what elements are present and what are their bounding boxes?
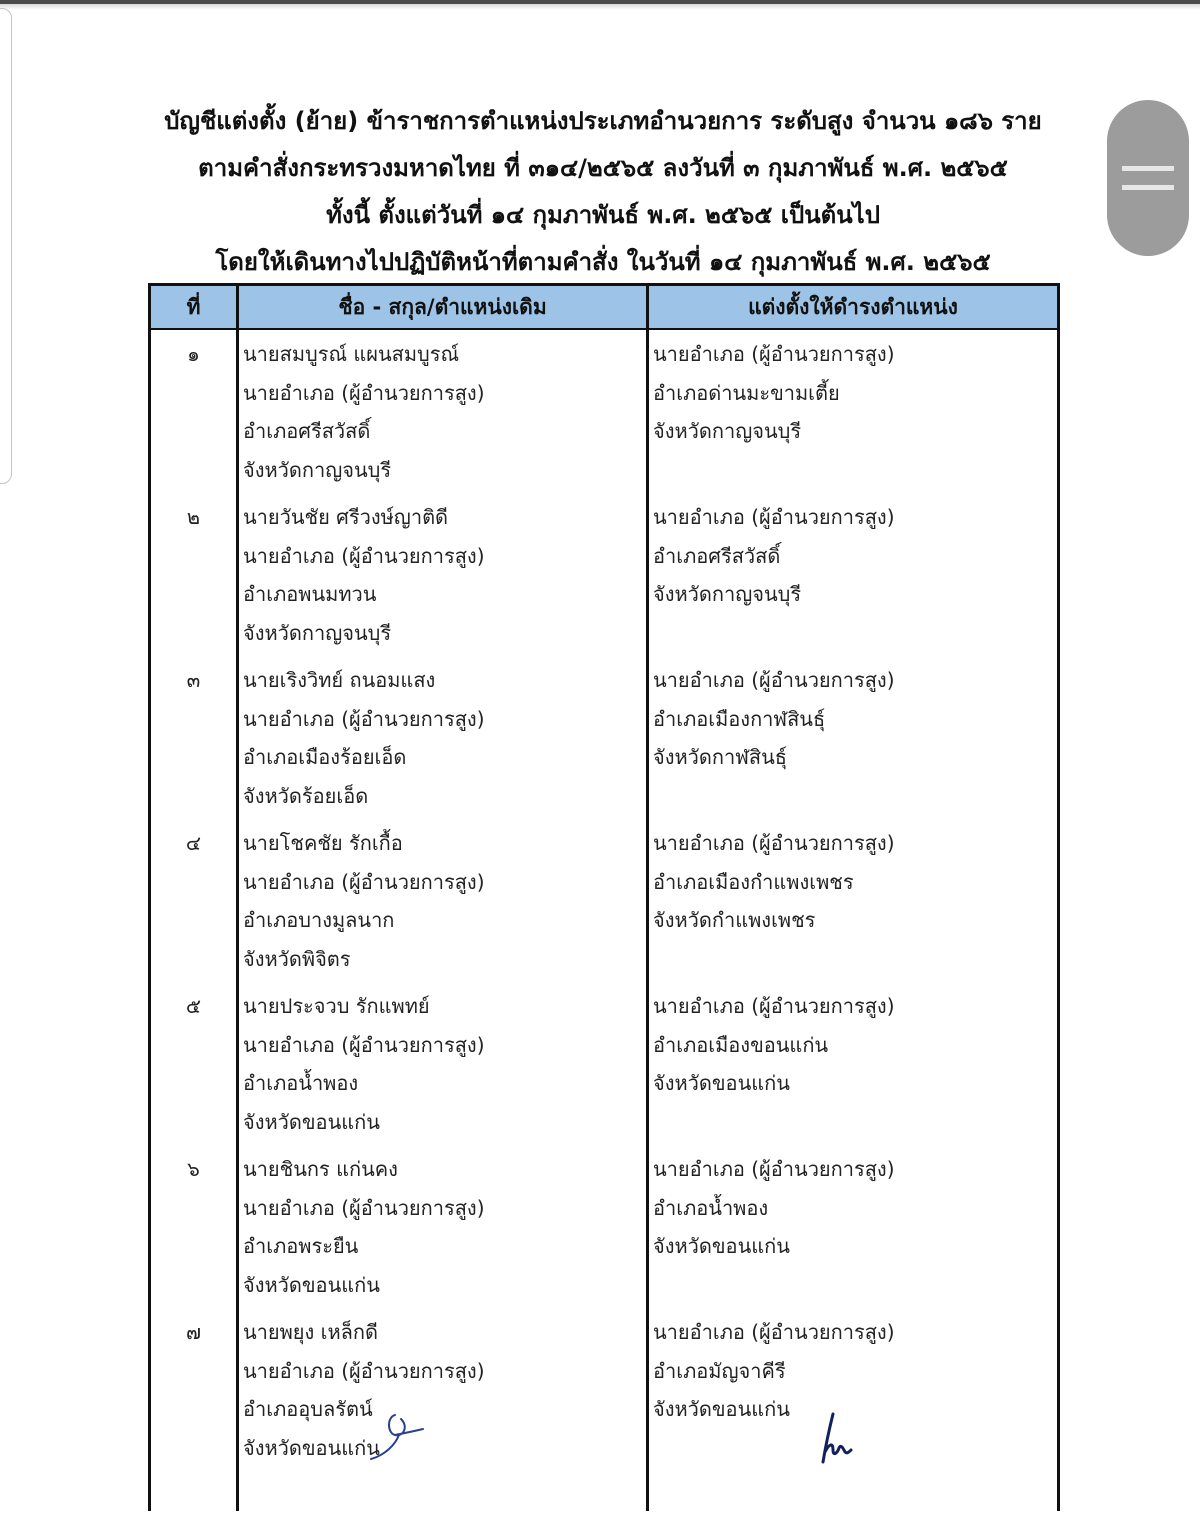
new-position-cell [648, 656, 1059, 819]
table-row [150, 1308, 1059, 1471]
column-header-number: ที่ [150, 285, 238, 330]
person-name: นายสมบูรณ์ แผนสมบูรณ์ [243, 342, 460, 366]
previous-position-cell [238, 329, 648, 493]
old-title: นายอำเภอ (ผู้อำนวยการสูง) [243, 543, 485, 568]
new-position-cell [648, 982, 1059, 1145]
table-row [150, 1145, 1059, 1308]
old-province: จังหวัดพิจิตร [243, 946, 351, 971]
old-district: อำเภอศรีสวัสดิ์ [243, 419, 371, 443]
old-district: อำเภออุบลรัตน์ [243, 1397, 373, 1421]
new-province: จังหวัดกาฬสินธุ์ [653, 745, 787, 769]
previous-position-cell [238, 819, 648, 982]
previous-position-cell [238, 493, 648, 656]
table-row [150, 982, 1059, 1145]
new-province: จังหวัดขอนแก่น [653, 1397, 790, 1421]
old-province: จังหวัดขอนแก่น [243, 1435, 380, 1460]
viewer-top-shadow [0, 4, 1200, 10]
person-name: นายชินกร แก่นคง [243, 1157, 398, 1181]
new-title: นายอำเภอ (ผู้อำนวยการสูง) [653, 831, 895, 855]
row-number: ๗ [150, 1308, 238, 1471]
new-province: จังหวัดขอนแก่น [653, 1234, 790, 1258]
new-title: นายอำเภอ (ผู้อำนวยการสูง) [653, 1157, 895, 1181]
drag-handle-icon [1122, 166, 1174, 171]
side-panel-edge[interactable] [0, 8, 12, 484]
old-province: จังหวัดขอนแก่น [243, 1109, 380, 1134]
old-province: จังหวัดกาญจนบุรี [243, 457, 392, 482]
new-province: จังหวัดขอนแก่น [653, 1071, 790, 1095]
table-row [150, 656, 1059, 819]
new-district: อำเภอน้ำพอง [653, 1195, 769, 1220]
new-district: อำเภอศรีสวัสดิ์ [653, 543, 781, 568]
old-province: จังหวัดร้อยเอ็ด [243, 783, 369, 808]
new-province: จังหวัดกาญจนบุรี [653, 419, 802, 443]
appointment-table [148, 283, 1060, 1511]
new-title: นายอำเภอ (ผู้อำนวยการสูง) [653, 505, 895, 529]
new-position-cell [648, 493, 1059, 656]
old-title: นายอำเภอ (ผู้อำนวยการสูง) [243, 1195, 485, 1220]
person-name: นายพยุง เหล็กดี [243, 1320, 379, 1344]
person-name: นายโชคชัย รักเกื้อ [243, 831, 403, 855]
empty-cell [648, 1471, 1059, 1511]
empty-cell [238, 1471, 648, 1511]
header-line-4: โดยให้เดินทางไปปฏิบัติหน้าที่ตามคำสั่ง ในวันที่ ๑๔ กุมภาพันธ์ พ.ศ. ๒๕๖๕ [215, 248, 991, 276]
previous-position-cell [238, 1145, 648, 1308]
signature-initial-left-icon [365, 1405, 435, 1465]
row-number: ๔ [150, 819, 238, 982]
person-name: นายประจวบ รักแพทย์ [243, 994, 430, 1018]
empty-cell [150, 1471, 238, 1511]
old-province: จังหวัดขอนแก่น [243, 1272, 380, 1297]
new-position-cell [648, 819, 1059, 982]
new-district: อำเภอด่านมะขามเตี้ย [653, 380, 840, 405]
old-district: อำเภอพนมทวน [243, 582, 377, 606]
column-header-new-position: แต่งตั้งให้ดำรงตำแหน่ง [648, 285, 1059, 330]
table-row-continuation [150, 1471, 1059, 1511]
new-province: จังหวัดกาญจนบุรี [653, 582, 802, 606]
new-province: จังหวัดกำแพงเพชร [653, 908, 816, 932]
new-district: อำเภอมัญจาคีรี [653, 1358, 786, 1383]
table-header-row [150, 285, 1059, 330]
new-district: อำเภอเมืองขอนแก่น [653, 1032, 829, 1057]
new-district: อำเภอเมืองกำแพงเพชร [653, 869, 854, 894]
row-number: ๕ [150, 982, 238, 1145]
person-name: นายเริงวิทย์ ถนอมแสง [243, 668, 436, 692]
old-district: อำเภอพระยืน [243, 1234, 359, 1258]
header-line-1: บัญชีแต่งตั้ง (ย้าย) ข้าราชการตำแหน่งประเภทอำนวยการ ระดับสูง จำนวน ๑๘๖ ราย [164, 107, 1042, 135]
old-district: อำเภอบางมูลนาก [243, 908, 395, 932]
table-row [150, 329, 1059, 493]
row-number: ๓ [150, 656, 238, 819]
old-title: นายอำเภอ (ผู้อำนวยการสูง) [243, 706, 485, 731]
table-row [150, 493, 1059, 656]
new-position-cell [648, 329, 1059, 493]
old-province: จังหวัดกาญจนบุรี [243, 620, 392, 645]
new-district: อำเภอเมืองกาฬสินธุ์ [653, 706, 826, 731]
old-title: นายอำเภอ (ผู้อำนวยการสูง) [243, 869, 485, 894]
drag-handle-icon [1122, 185, 1174, 190]
old-title: นายอำเภอ (ผู้อำนวยการสูง) [243, 1032, 485, 1057]
column-header-previous-position: ชื่อ - สกุล/ตำแหน่งเดิม [238, 285, 648, 330]
signature-initial-right-icon [815, 1410, 855, 1470]
table-row [150, 819, 1059, 982]
scroll-drag-handle[interactable] [1107, 100, 1189, 256]
previous-position-cell [238, 982, 648, 1145]
new-title: นายอำเภอ (ผู้อำนวยการสูง) [653, 1320, 895, 1344]
header-line-3: ทั้งนี้ ตั้งแต่วันที่ ๑๔ กุมภาพันธ์ พ.ศ. ๒๕๖๕ เป็นต้นไป [326, 201, 880, 229]
row-number: ๑ [150, 329, 238, 493]
new-title: นายอำเภอ (ผู้อำนวยการสูง) [653, 994, 895, 1018]
person-name: นายวันชัย ศรีวงษ์ญาติดี [243, 505, 449, 529]
row-number: ๖ [150, 1145, 238, 1308]
previous-position-cell [238, 1308, 648, 1471]
document-header [150, 98, 1056, 286]
old-title: นายอำเภอ (ผู้อำนวยการสูง) [243, 1358, 485, 1383]
new-title: นายอำเภอ (ผู้อำนวยการสูง) [653, 668, 895, 692]
old-district: อำเภอน้ำพอง [243, 1071, 359, 1095]
old-district: อำเภอเมืองร้อยเอ็ด [243, 745, 407, 769]
previous-position-cell [238, 656, 648, 819]
new-position-cell [648, 1145, 1059, 1308]
row-number: ๒ [150, 493, 238, 656]
new-title: นายอำเภอ (ผู้อำนวยการสูง) [653, 342, 895, 366]
header-line-2: ตามคำสั่งกระทรวงมหาดไทย ที่ ๓๑๔/๒๕๖๕ ลงวันที่ ๓ กุมภาพันธ์ พ.ศ. ๒๕๖๕ [198, 154, 1008, 182]
old-title: นายอำเภอ (ผู้อำนวยการสูง) [243, 380, 485, 405]
